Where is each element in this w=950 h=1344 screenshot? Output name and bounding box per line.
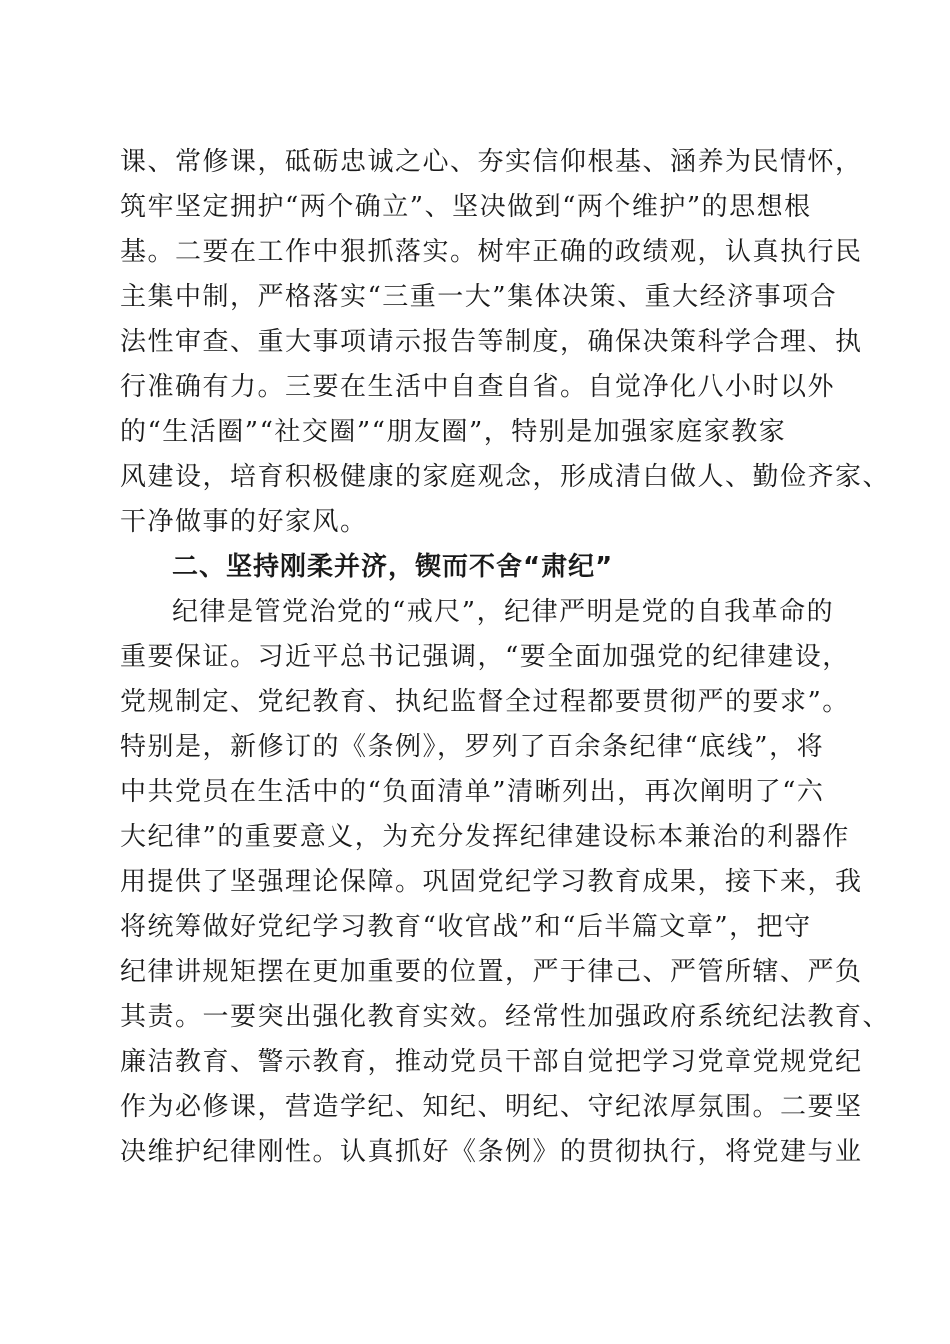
text-line: 其责。一要突出强化教育实效。经常性加强政府系统纪法教育、 bbox=[120, 1002, 891, 1032]
text-line: 大纪律”的重要意义，为充分发挥纪律建设标本兼治的利器作 bbox=[120, 822, 850, 852]
document-body bbox=[120, 140, 891, 1175]
text-line: 作为必修课，营造学纪、知纪、明纪、守纪浓厚氛围。二要坚 bbox=[120, 1092, 863, 1122]
text-line: 纪律讲规矩摆在更加重要的位置，严于律己、严管所辖、严负 bbox=[120, 957, 863, 987]
paragraph-2 bbox=[120, 590, 891, 1175]
section-heading: 二、坚持刚柔并济，锲而不舍“肃纪” bbox=[172, 552, 614, 582]
text-line: 廉洁教育、警示教育，推动党员干部自觉把学习党章党规党纪 bbox=[120, 1047, 863, 1077]
text-line: 将统筹做好党纪学习教育“收官战”和“后半篇文章”，把守 bbox=[120, 912, 812, 942]
text-line: 决维护纪律刚性。认真抓好《条例》的贯彻执行，将党建与业 bbox=[120, 1137, 863, 1167]
text-line: 的“生活圈”“社交圈”“朋友圈”，特别是加强家庭家教家 bbox=[120, 417, 787, 447]
text-line: 风建设，培育积极健康的家庭观念，形成清白做人、勤俭齐家、 bbox=[120, 462, 891, 492]
text-line: 课、常修课，砥砺忠诚之心、夯实信仰根基、涵养为民情怀， bbox=[120, 147, 863, 177]
text-line: 行准确有力。三要在生活中自查自省。自觉净化八小时以外 bbox=[120, 372, 836, 402]
text-line: 中共党员在生活中的“负面清单”清晰列出，再次阐明了“六 bbox=[120, 777, 825, 807]
text-line: 法性审查、重大事项请示报告等制度，确保决策科学合理、执 bbox=[120, 327, 863, 357]
text-line: 基。二要在工作中狠抓落实。树牢正确的政绩观，认真执行民 bbox=[120, 237, 863, 267]
text-line: 干净做事的好家风。 bbox=[120, 507, 368, 537]
text-line: 纪律是管党治党的“戒尺”，纪律严明是党的自我革命的 bbox=[172, 597, 835, 627]
text-line: 用提供了坚强理论保障。巩固党纪学习教育成果，接下来，我 bbox=[120, 867, 863, 897]
paragraph-1 bbox=[120, 140, 891, 545]
text-line: 党规制定、党纪教育、执纪监督全过程都要贯彻严的要求”。 bbox=[120, 687, 850, 717]
text-line: 特别是，新修订的《条例》，罗列了百余条纪律“底线”，将 bbox=[120, 732, 825, 762]
text-line: 重要保证。习近平总书记强调，“要全面加强党的纪律建设， bbox=[120, 642, 850, 672]
text-line: 主集中制，严格落实“三重一大”集体决策、重大经济事项合 bbox=[120, 282, 838, 312]
text-line: 筑牢坚定拥护“两个确立”、坚决做到“两个维护”的思想根 bbox=[120, 192, 812, 222]
